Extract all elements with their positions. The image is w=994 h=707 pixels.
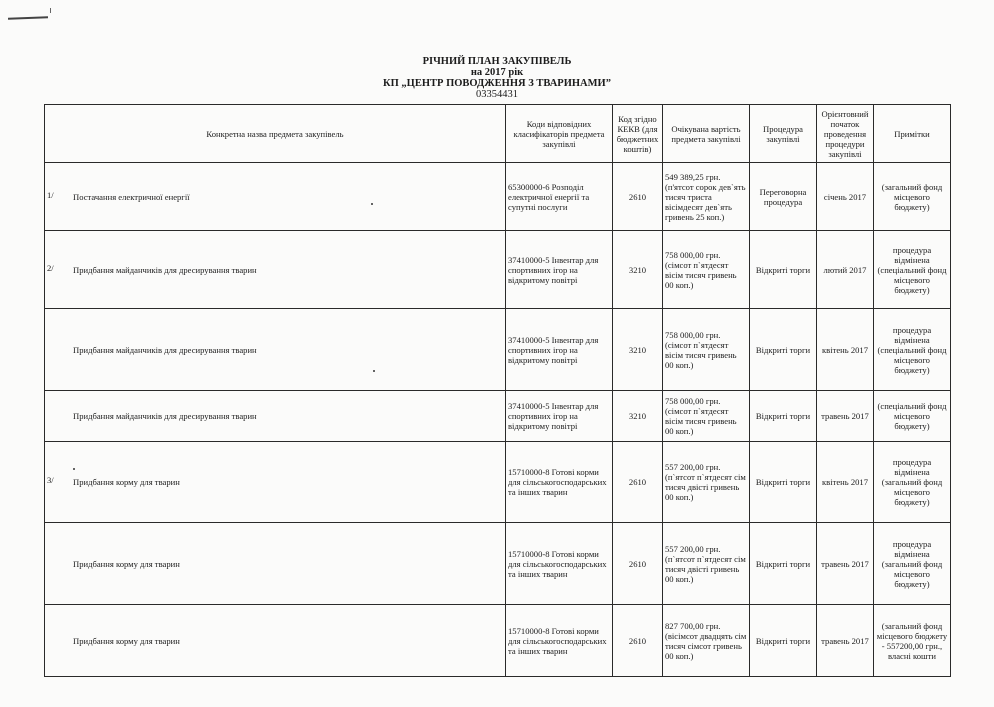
table-row xyxy=(45,605,951,677)
scan-mark xyxy=(50,8,51,13)
item-notes: (спеціальний фонд місцевого бюджету) xyxy=(874,391,951,442)
item-cost: 758 000,00 грн. (сімсот п`ятдесят вісім тисяч гривень 00 коп.) xyxy=(663,231,750,309)
item-cost: 758 000,00 грн. (сімсот п`ятдесят вісім тисяч гривень 00 коп.) xyxy=(663,309,750,391)
organization-code: 03354431 xyxy=(476,89,518,100)
document-header xyxy=(0,56,994,100)
item-name: Придбання корму для тварин xyxy=(73,558,180,569)
item-cpv: 37410000-5 Інвентар для спортивних ігор на відкритому повітрі xyxy=(506,231,613,309)
item-name-cell xyxy=(45,163,506,231)
scan-speck xyxy=(73,468,75,470)
table-row xyxy=(45,442,951,523)
item-cpv: 15710000-8 Готові корми для сільськогосподарських та інших тварин xyxy=(506,523,613,605)
table-row xyxy=(45,391,951,442)
item-notes: процедура відмінена (загальний фонд місцевого бюджету) xyxy=(874,442,951,523)
item-start: квітень 2017 xyxy=(817,309,874,391)
row-number: 3/ xyxy=(47,474,54,485)
item-name-cell xyxy=(45,442,506,523)
item-name-cell xyxy=(45,605,506,677)
item-cpv: 15710000-8 Готові корми для сільськогосподарських та інших тварин xyxy=(506,442,613,523)
item-name-cell xyxy=(45,523,506,605)
item-procedure: Відкриті торги xyxy=(750,605,817,677)
item-kekv: 2610 xyxy=(613,605,663,677)
item-start: січень 2017 xyxy=(817,163,874,231)
item-procedure: Відкриті торги xyxy=(750,442,817,523)
organization-name: КП „ЦЕНТР ПОВОДЖЕННЯ З ТВАРИНАМИ” xyxy=(383,78,611,89)
item-cost: 758 000,00 грн. (сімсот п`ятдесят вісім тисяч гривень 00 коп.) xyxy=(663,391,750,442)
row-number: 2/ xyxy=(47,262,54,273)
table-row xyxy=(45,231,951,309)
header-notes: Примітки xyxy=(874,105,951,163)
row-number: 1/ xyxy=(47,189,54,200)
item-name: Придбання корму для тварин xyxy=(73,477,180,487)
item-name: Придбання корму для тварин xyxy=(73,635,180,646)
item-kekv: 2610 xyxy=(613,163,663,231)
item-procedure: Відкриті торги xyxy=(750,309,817,391)
procurement-table xyxy=(44,104,951,677)
document-title: РІЧНИЙ ПЛАН ЗАКУПІВЕЛЬ xyxy=(422,56,572,67)
item-name-cell xyxy=(45,309,506,391)
item-start: лютий 2017 xyxy=(817,231,874,309)
item-kekv: 3210 xyxy=(613,391,663,442)
item-notes: процедура відмінена (спеціальний фонд місцевого бюджету) xyxy=(874,231,951,309)
item-kekv: 3210 xyxy=(613,309,663,391)
header-start: Орієнтовний початок проведення процедури закупівлі xyxy=(817,105,874,163)
table-row xyxy=(45,309,951,391)
scan-mark xyxy=(8,16,48,19)
item-cost: 827 700,00 грн. (вісімсот двадцять сім тисяч сімсот гривень 00 коп.) xyxy=(663,605,750,677)
item-notes: процедура відмінена (загальний фонд місцевого бюджету) xyxy=(874,523,951,605)
table-header-row xyxy=(45,105,951,163)
item-name-cell xyxy=(45,231,506,309)
item-kekv: 2610 xyxy=(613,442,663,523)
header-cost: Очікувана вартість предмета закупівлі xyxy=(663,105,750,163)
item-cpv: 37410000-5 Інвентар для спортивних ігор на відкритому повітрі xyxy=(506,309,613,391)
item-cpv: 37410000-5 Інвентар для спортивних ігор на відкритому повітрі xyxy=(506,391,613,442)
item-kekv: 2610 xyxy=(613,523,663,605)
item-cost: 549 389,25 грн. (п'ятсот сорок дев`ять тисяч триста вісімдесят дев`ять гривень 25 коп.) xyxy=(663,163,750,231)
item-name: Придбання майданчиків для дресирування тварин xyxy=(73,411,257,421)
table-row xyxy=(45,163,951,231)
item-procedure: Відкриті торги xyxy=(750,231,817,309)
item-name: Придбання майданчиків для дресирування тварин xyxy=(73,344,257,355)
scan-speck xyxy=(371,203,373,205)
item-notes: (загальний фонд місцевого бюджету) xyxy=(874,163,951,231)
item-name-cell xyxy=(45,391,506,442)
header-name: Конкретна назва предмета закупівель xyxy=(45,105,506,163)
item-start: травень 2017 xyxy=(817,391,874,442)
item-kekv: 3210 xyxy=(613,231,663,309)
header-kekv: Код згідно КЕКВ (для бюджетних коштів) xyxy=(613,105,663,163)
header-procedure: Процедура закупівлі xyxy=(750,105,817,163)
item-cost: 557 200,00 грн. (п`ятсот п`ятдесят сім тисяч двісті гривень 00 коп.) xyxy=(663,523,750,605)
item-start: квітень 2017 xyxy=(817,442,874,523)
item-notes: (загальний фонд місцевого бюджету - 557200,00 грн., власні кошти xyxy=(874,605,951,677)
document-year: на 2017 рік xyxy=(470,67,524,78)
item-procedure: Переговорна процедура xyxy=(750,163,817,231)
header-cpv: Коди відповідних класифікаторів предмета закупівлі xyxy=(506,105,613,163)
item-start: травень 2017 xyxy=(817,605,874,677)
item-name: Постачання електричної енергії xyxy=(73,191,190,202)
item-procedure: Відкриті торги xyxy=(750,391,817,442)
item-cpv: 65300000-6 Розподіл електричної енергії та супутні послуги xyxy=(506,163,613,231)
item-notes: процедура відмінена (спеціальний фонд місцевого бюджету) xyxy=(874,309,951,391)
item-name: Придбання майданчиків для дресирування тварин xyxy=(73,264,257,275)
item-cpv: 15710000-8 Готові корми для сільськогосподарських та інших тварин xyxy=(506,605,613,677)
scan-speck xyxy=(373,370,375,372)
item-start: травень 2017 xyxy=(817,523,874,605)
table-row xyxy=(45,523,951,605)
item-cost: 557 200,00 грн. (п`ятсот п`ятдесят сім тисяч двісті гривень 00 коп.) xyxy=(663,442,750,523)
item-procedure: Відкриті торги xyxy=(750,523,817,605)
